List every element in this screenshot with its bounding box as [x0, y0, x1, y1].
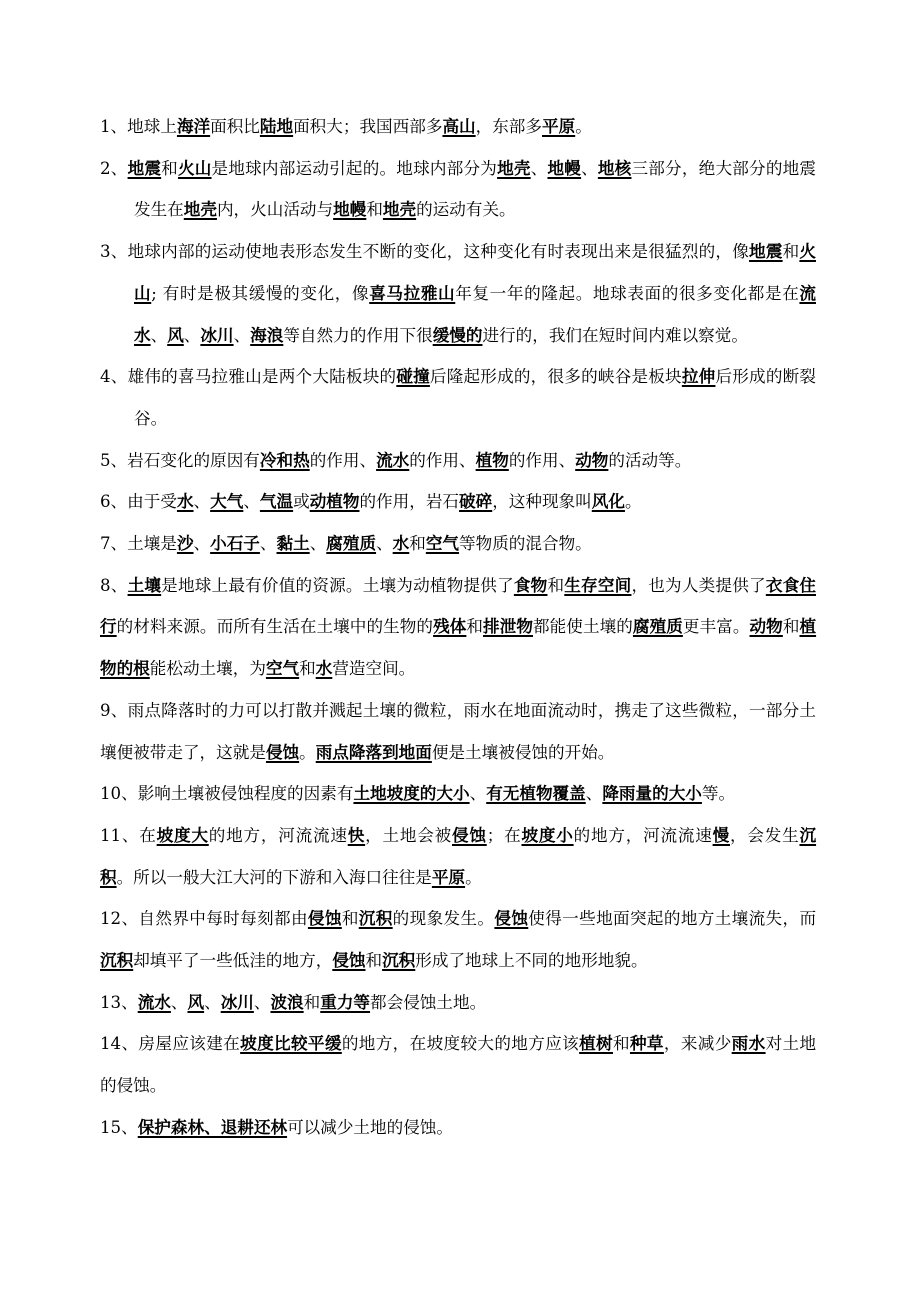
keyword: 有无植物覆盖: [486, 783, 586, 804]
keyword: 空气: [425, 533, 460, 554]
item-number: 8、: [100, 575, 128, 595]
keyword: 碰撞: [396, 366, 430, 387]
item-number: 9、: [100, 700, 128, 720]
text-run: 便是土壤被侵蚀的开始。: [431, 742, 615, 762]
text-run: 是地球上最有价值的资源。土壤为动植物提供了: [161, 575, 514, 595]
keyword: 坡度比较平缓: [240, 1033, 342, 1054]
keyword: 风: [167, 324, 184, 345]
text-run: ，东部多: [475, 117, 542, 136]
keyword: 海洋: [176, 116, 211, 136]
text-run: 和: [161, 158, 178, 178]
keyword: 植物的根: [100, 616, 817, 679]
list-item: [100, 898, 816, 981]
keyword: 动物: [749, 616, 783, 637]
keyword: 快: [347, 824, 366, 845]
keyword: 地幔: [547, 157, 582, 178]
text-run: 等物质的混合物。: [459, 534, 592, 554]
text-run: ，土地会被: [365, 825, 452, 845]
text-run: 和: [782, 617, 800, 637]
text-run: 和: [547, 575, 565, 595]
text-run: 、: [243, 492, 260, 512]
text-run: 、: [581, 158, 598, 178]
text-run: 。所以一般大江大河的下游和入海口往往是: [116, 867, 432, 887]
keyword: 风: [187, 991, 205, 1012]
keyword: 黏土: [276, 533, 310, 554]
text-run: 岩石变化的原因有: [127, 450, 260, 470]
text-run: 更丰富。: [682, 617, 750, 637]
text-run: 、: [309, 534, 327, 554]
text-run: 形成了地球上不同的地形地貌。: [415, 951, 648, 971]
keyword: 平原: [431, 866, 466, 887]
item-number: 15、: [100, 1117, 138, 1137]
text-run: 和: [782, 242, 800, 262]
text-run: 、: [585, 784, 603, 804]
keyword: 空气: [265, 658, 300, 679]
list-item: [100, 982, 816, 1024]
text-run: 、: [376, 534, 393, 554]
text-run: ，来减少: [663, 1034, 732, 1054]
text-run: 和: [366, 200, 383, 220]
keyword: 高山: [442, 116, 476, 136]
keyword: 水: [392, 533, 410, 554]
keyword: 土地坡度的大小: [353, 783, 470, 804]
keyword: 沉积: [382, 950, 416, 971]
item-number: 3、: [100, 242, 128, 262]
item-number: 6、: [100, 492, 128, 512]
text-run: 面积大；我国西部多: [293, 117, 443, 136]
keyword: 沉积: [100, 824, 817, 887]
text-run: 等。: [701, 784, 736, 804]
list-item: [100, 565, 816, 690]
text-run: 年复一年的隆起。地球表面的很多变化都是在: [455, 283, 800, 303]
item-number: 12、: [100, 909, 139, 929]
text-run: 土壤是: [127, 534, 177, 554]
keyword: 排泄物: [483, 616, 533, 637]
keyword: 风化: [591, 491, 625, 512]
text-run: 影响土壤被侵蚀程度的因素有: [137, 784, 354, 804]
text-run: 和: [409, 534, 426, 554]
list-item: [100, 815, 816, 898]
text-run: ，也为人类提供了: [631, 575, 766, 595]
text-run: 。: [299, 742, 316, 762]
text-run: 或: [293, 492, 310, 512]
list-item: [100, 231, 816, 356]
keyword: 动植物: [309, 491, 360, 512]
keyword: 衣食住行: [100, 574, 817, 637]
text-run: 的现象发生。: [392, 909, 495, 929]
keyword: 海浪: [250, 324, 284, 345]
text-run: 由于受: [127, 492, 177, 512]
keyword: 地震: [127, 157, 162, 178]
text-run: ；在: [486, 825, 522, 845]
keyword: 侵蚀: [494, 908, 529, 929]
list-item: [100, 773, 816, 815]
text-run: 和: [299, 659, 316, 679]
keyword: 雨水: [731, 1033, 766, 1054]
list-item: [100, 440, 816, 482]
keyword: 生存空间: [564, 574, 632, 595]
text-run: 进行的，我们在短时间内难以察觉。: [482, 325, 748, 345]
keyword: 坡度大: [156, 824, 209, 845]
text-run: 后形成的断裂谷。: [134, 367, 817, 428]
text-run: 雄伟的喜马拉雅山是两个大陆板块的: [127, 367, 397, 387]
keyword: 植物: [475, 449, 509, 470]
text-run: 雨点降落时的力可以打散并溅起土壤的微粒，雨水在地面流动时，携走了这些微粒，一部分土壤便被带走了，这就是: [100, 700, 816, 762]
keyword: 侵蚀: [332, 950, 366, 971]
list-item: [100, 1107, 816, 1149]
item-number: 14、: [100, 1034, 139, 1054]
keyword: 地核: [597, 157, 632, 178]
keyword: 种草: [629, 1033, 664, 1054]
keyword: 火山: [134, 241, 817, 303]
text-run: 的作用、: [409, 450, 476, 470]
text-run: 地球上: [127, 117, 177, 136]
keyword: 冷和热: [259, 449, 310, 470]
text-run: 能松动土壤，为: [149, 659, 266, 679]
text-run: 。: [575, 117, 592, 136]
keyword: 流水: [134, 282, 817, 345]
text-run: 。: [624, 492, 642, 512]
text-run: 和: [341, 909, 359, 929]
list-item: [100, 356, 816, 439]
text-run: 内，火山活动与: [216, 200, 334, 220]
keyword: 侵蚀: [265, 741, 300, 762]
list-item: [100, 523, 816, 565]
text-run: 的活动等。: [608, 450, 692, 470]
text-run: 可以减少土地的侵蚀。: [287, 1117, 453, 1137]
keyword: 腐殖质: [326, 533, 377, 554]
text-run: 、: [469, 784, 487, 804]
keyword: 流水: [376, 449, 410, 470]
text-run: 使得一些地面突起的地方土壤流失，而: [528, 909, 817, 929]
keyword: 地壳: [497, 157, 531, 178]
text-run: 的运动有关。: [416, 200, 516, 220]
keyword: 植树: [579, 1033, 614, 1054]
keyword: 破碎: [459, 491, 493, 512]
keyword: 冰川: [200, 324, 234, 345]
keyword: 地幔: [333, 199, 367, 220]
text-run: 的地方，在坡度较大的地方应该: [341, 1034, 580, 1054]
text-run: 和: [613, 1034, 630, 1054]
text-run: 是地球内部运动引起的。地球内部分为: [211, 158, 498, 178]
item-number: 4、: [100, 367, 128, 387]
text-run: 地球内部的运动使地表形态发生不断的变化，这种变化有时表现出来是很猛烈的，像: [127, 242, 750, 262]
text-run: 和: [365, 951, 383, 971]
text-run: 、: [150, 325, 168, 345]
item-number: 5、: [100, 450, 128, 470]
keyword: 慢: [712, 824, 730, 845]
text-run: 对土地的侵蚀。: [100, 1034, 817, 1096]
text-run: 、: [170, 992, 188, 1012]
text-run: ; 有时是极其缓慢的变化，像: [151, 283, 370, 303]
keyword: 侵蚀: [307, 908, 342, 929]
list-item: [100, 690, 816, 773]
text-run: 却填平了一些低洼的地方，: [133, 951, 333, 971]
text-run: 营造空间。: [332, 659, 416, 679]
keyword: 侵蚀: [451, 824, 487, 845]
keyword: 气温: [259, 491, 294, 512]
text-run: 的材料来源。而所有生活在土壤中的生物的: [116, 617, 434, 637]
text-run: 、: [259, 534, 277, 554]
keyword: 降雨量的大小: [602, 783, 702, 804]
keyword: 小石子: [210, 533, 260, 554]
item-number: 10、: [100, 784, 138, 804]
item-number: 7、: [100, 534, 128, 554]
text-run: 的地方，河流流速: [208, 825, 348, 845]
keyword: 冰川: [220, 991, 254, 1012]
text-run: 等自然力的作用下很: [283, 325, 433, 345]
keyword: 地壳: [382, 199, 417, 220]
text-run: ，会发生: [729, 825, 800, 845]
item-number: 11、: [100, 825, 140, 845]
text-run: 、: [253, 992, 271, 1012]
keyword: 动物: [575, 449, 609, 470]
keyword: 流水: [137, 991, 171, 1012]
keyword: 陆地: [259, 116, 294, 136]
text-run: 、: [193, 492, 211, 512]
text-run: 、: [204, 992, 221, 1012]
keyword: 重力等: [320, 991, 371, 1012]
text-run: 、: [530, 158, 548, 178]
text-run: 的作用、: [309, 450, 377, 470]
text-run: 房屋应该建在: [138, 1034, 241, 1054]
keyword: 火山: [177, 157, 212, 178]
text-run: 在: [139, 825, 157, 845]
text-run: 、: [233, 325, 251, 345]
keyword: 水: [315, 658, 333, 679]
keyword: 缓慢的: [432, 324, 483, 345]
item-number: 13、: [100, 992, 138, 1012]
keyword: 大气: [210, 491, 244, 512]
text-run: 三部分，绝大部分的地震发生在: [134, 158, 817, 220]
keyword: 食物: [513, 574, 548, 595]
text-run: 都会侵蚀土地。: [370, 992, 487, 1012]
text-run: 自然界中每时每刻都由: [138, 909, 308, 929]
text-run: 后隆起形成的，很多的峡谷是板块: [429, 367, 682, 387]
text-run: 和: [303, 992, 321, 1012]
keyword: 拉伸: [681, 366, 716, 387]
text-run: 的作用，岩石: [359, 492, 460, 512]
keyword: 残体: [433, 616, 467, 637]
list-item: [100, 1023, 816, 1106]
keyword: 坡度小: [521, 824, 574, 845]
text-run: ，这种现象叫: [492, 492, 592, 512]
keyword: 地震: [749, 241, 783, 262]
keyword: 土壤: [127, 574, 162, 595]
keyword: 平原: [542, 116, 576, 136]
keyword: 雨点降落到地面: [315, 741, 432, 762]
text-run: 的地方，河流流速: [573, 825, 713, 845]
text-run: 的作用、: [508, 450, 576, 470]
keyword: 沉积: [358, 908, 393, 929]
keyword: 水: [176, 491, 194, 512]
text-run: 和: [466, 617, 484, 637]
keyword: 沉积: [100, 950, 134, 971]
keyword: 腐殖质: [632, 616, 683, 637]
list-item: [100, 148, 816, 231]
text-run: 面积比: [210, 117, 260, 136]
item-number: 2、: [100, 158, 128, 178]
keyword: 保护森林、退耕还林: [137, 1116, 288, 1137]
text-run: 。: [465, 867, 482, 887]
keyword: 喜马拉雅山: [369, 282, 456, 303]
document-page: [100, 106, 816, 1149]
keyword: 沙: [176, 533, 194, 554]
keyword: 地壳: [183, 199, 217, 220]
keyword: 波浪: [270, 991, 304, 1012]
text-run: 都能使土壤的: [533, 617, 633, 637]
item-number: 1、: [100, 117, 128, 136]
text-run: 、: [183, 325, 201, 345]
list-item: [100, 481, 816, 523]
text-run: 、: [193, 534, 211, 554]
list-item: [100, 106, 816, 148]
